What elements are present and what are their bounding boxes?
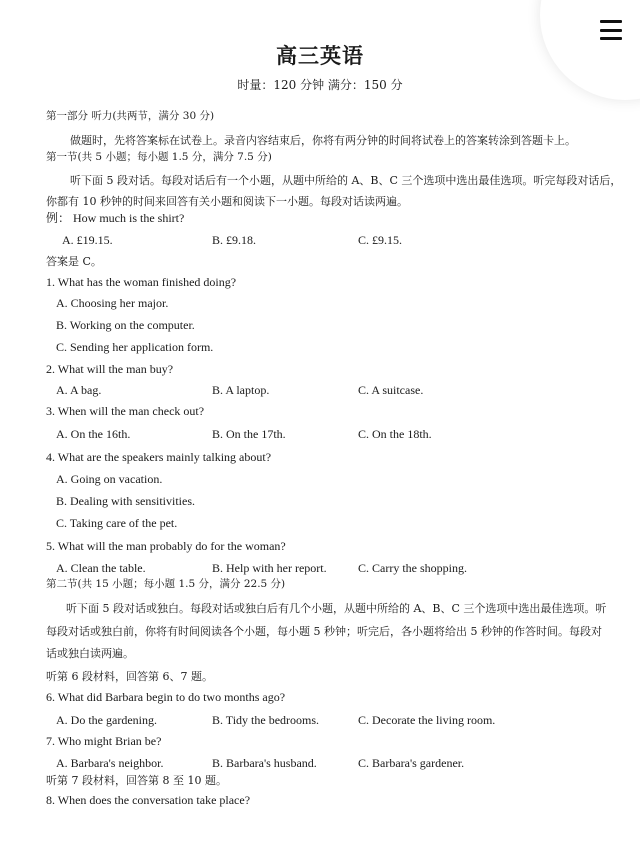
q7-option-a: A. Barbara's neighbor. — [56, 756, 164, 770]
exam-meta: 时量：120 分钟 满分：150 分 — [237, 78, 403, 92]
section2-text-line: 话或独白读两遍。 — [46, 647, 134, 660]
question-3: 3. When will the man check out? — [46, 404, 205, 418]
q7-option-c: C. Barbara's gardener. — [358, 756, 465, 770]
q1-option-a: A. Choosing her major. — [56, 296, 169, 310]
section1-text-line: 听下面 5 段对话。每段对话后有一个小题，从题中所给的 A、B、C 三个选项中选出最佳选项。听完每段对话后， — [70, 174, 622, 187]
hamburger-menu-icon[interactable] — [600, 20, 622, 40]
q3-option-a: A. On the 16th. — [56, 427, 131, 441]
q5-option-a: A. Clean the table. — [56, 561, 146, 575]
q6-option-b: B. Tidy the bedrooms. — [212, 713, 320, 727]
example-option-a: A. £19.15. — [62, 233, 113, 247]
material-7-note: 听第 7 段材料，回答第 8 至 10 题。 — [46, 774, 227, 787]
question-8: 8. When does the conversation take place? — [46, 793, 251, 807]
menu-bar — [600, 29, 622, 32]
question-2: 2. What will the man buy? — [46, 362, 174, 376]
example-option-c: C. £9.15. — [358, 233, 403, 247]
q7-option-b: B. Barbara's husband. — [212, 756, 317, 770]
q1-option-b: B. Working on the computer. — [56, 318, 195, 332]
question-1: 1. What has the woman finished doing? — [46, 275, 237, 289]
section1-heading: 第一节(共 5 小题；每小题 1.5 分，满分 7.5 分) — [46, 151, 272, 163]
material-6-note: 听第 6 段材料，回答第 6、7 题。 — [46, 670, 213, 683]
q5-option-c: C. Carry the shopping. — [358, 561, 467, 575]
instructions: 做题时，先将答案标在试卷上。录音内容结束后，你将有两分钟的时间将试卷上的答案转涂到答题卡上。 — [70, 134, 576, 147]
question-4: 4. What are the speakers mainly talking about? — [46, 450, 272, 464]
q2-option-c: C. A suitcase. — [358, 383, 424, 397]
section2-heading: 第二节(共 15 小题；每小题 1.5 分，满分 22.5 分) — [46, 578, 286, 590]
q2-option-a: A. A bag. — [56, 383, 102, 397]
section2-text-line: 每段对话或独白前，你将有时间阅读各个小题，每小题 5 秒钟；听完后，各小题将给出 5 秒钟的作答时间。每段对 — [46, 625, 602, 638]
example-answer: 答案是 C。 — [46, 255, 102, 268]
menu-bar — [600, 20, 622, 23]
page-title: 高三英语 — [276, 43, 364, 68]
q5-option-b: B. Help with her report. — [212, 561, 327, 575]
q2-option-b: B. A laptop. — [212, 383, 270, 397]
q4-option-b: B. Dealing with sensitivities. — [56, 494, 195, 508]
q3-option-c: C. On the 18th. — [358, 427, 432, 441]
q4-option-c: C. Taking care of the pet. — [56, 516, 178, 530]
section1-text-line: 你都有 10 秒钟的时间来回答有关小题和阅读下一小题。每段对话读两遍。 — [46, 195, 408, 208]
question-5: 5. What will the man probably do for the woman? — [46, 539, 286, 553]
q6-option-c: C. Decorate the living room. — [358, 713, 496, 727]
q3-option-b: B. On the 17th. — [212, 427, 286, 441]
example-option-b: B. £9.18. — [212, 233, 257, 247]
q4-option-a: A. Going on vacation. — [56, 472, 163, 486]
question-7: 7. Who might Brian be? — [46, 734, 162, 748]
example-question: 例： How much is the shirt? — [46, 211, 185, 225]
part1-heading: 第一部分 听力(共两节，满分 30 分) — [46, 110, 215, 122]
question-6: 6. What did Barbara begin to do two months ago? — [46, 690, 286, 704]
section2-text-line: 听下面 5 段对话或独白。每段对话或独白后有几个小题，从题中所给的 A、B、C 三个选项中选出最佳选项。听 — [66, 602, 607, 615]
q1-option-c: C. Sending her application form. — [56, 340, 214, 354]
q6-option-a: A. Do the gardening. — [56, 713, 157, 727]
